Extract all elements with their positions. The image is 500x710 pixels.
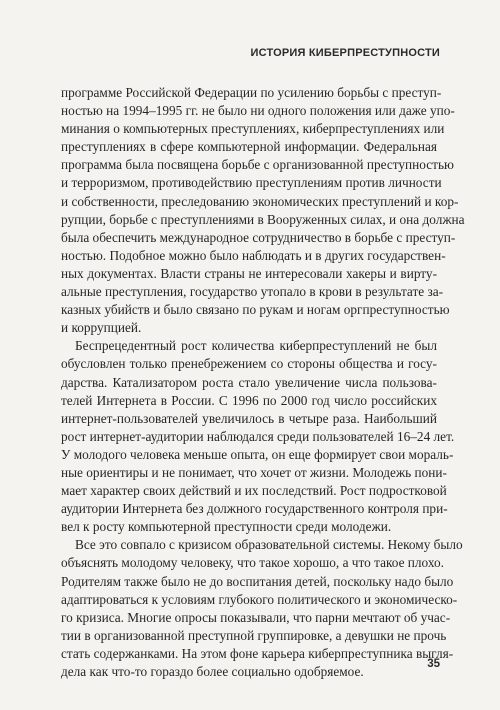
text-line: ностью на 1994–1995 гг. не было ни одного положения или даже упо- xyxy=(61,103,455,119)
text-line: вел к росту компьютерной преступности среди молодежи. xyxy=(61,519,392,535)
body-text xyxy=(61,84,465,681)
paragraph xyxy=(61,536,463,681)
text-line: объяснять молодому человеку, что такое хорошо, а что такое плохо. xyxy=(61,555,444,571)
text-line: и терроризмом, противодействию преступлениям против личности xyxy=(61,175,442,191)
text-line: минания о компьютерных преступлениях, киберпреступлениях или xyxy=(61,121,445,137)
text-line: адаптироваться к условиям глубокого политического и экономическо- xyxy=(61,591,458,607)
text-line: и собственности, преследованию экономических преступлений и кор- xyxy=(61,193,459,209)
text-line: ностью. Подобное можно было наблюдать и в других государствен- xyxy=(61,247,446,263)
text-line: была обеспечить международное сотрудничество в борьбе с преступ- xyxy=(61,229,456,245)
text-line: Родителям также было не до воспитания детей, поскольку надо было xyxy=(61,573,454,589)
text-line: преступлениях в сфере компьютерной информации. Федеральная xyxy=(61,139,437,155)
paragraph xyxy=(61,337,455,536)
text-line: телей Интернета в России. С 1996 по 2000 год число российских xyxy=(61,392,437,408)
text-line: го кризиса. Многие опросы показывали, что парни мечтают об учас- xyxy=(61,609,451,625)
text-line: аудитории Интернета без должного государственного контроля при- xyxy=(61,501,448,517)
text-line: казных убийств и было связано по рукам и ногам оргпреступностью xyxy=(61,302,450,318)
page-number: 35 xyxy=(427,658,440,670)
text-line: интернет-пользователей увеличилось в четыре раза. Наибольший xyxy=(61,410,437,426)
text-line: программа была посвящена борьбе с организованной преступностью xyxy=(61,157,454,173)
text-line: ные ориентиры и не понимает, что хочет от жизни. Молодежь пони- xyxy=(61,464,447,480)
text-line: рост интернет-аудитории наблюдался среди пользователей 16–24 лет. xyxy=(61,428,455,444)
text-line: программе Российской Федерации по усилению борьбы с преступ- xyxy=(61,85,442,100)
paragraph xyxy=(61,84,465,337)
running-head: ИСТОРИЯ КИБЕРПРЕСТУПНОСТИ xyxy=(250,47,440,59)
text-line: стать содержанками. На этом фоне карьера киберпреступника выгля- xyxy=(61,645,454,661)
text-line: дела как что-то гораздо более социально одобряемое. xyxy=(61,664,364,679)
text-line: мает характер своих действий и их последствий. Рост подростковой xyxy=(61,483,447,499)
text-line: рупции, борьбе с преступлениями в Вооруженных силах, и она должна xyxy=(61,211,465,227)
text-line: и коррупцией. xyxy=(61,320,142,336)
text-line: Все это совпало с кризисом образовательной системы. Некому было xyxy=(75,537,463,553)
text-line: У молодого человека меньше опыта, он еще формирует свои мораль- xyxy=(61,446,454,462)
text-line: обусловлен только пренебрежением со стороны общества и госу- xyxy=(61,356,437,372)
text-line: Беспрецедентный рост количества киберпреступлений не был xyxy=(75,338,437,354)
text-line: тии в организованной преступной группировке, а девушки не прочь xyxy=(61,627,447,643)
text-line: альные преступления, государство утопало в крови в результате за- xyxy=(61,284,444,300)
text-line: дарства. Катализатором роста стало увеличение числа пользова- xyxy=(61,374,437,390)
text-line: ных документах. Власти страны не интересовали хакеры и вирту- xyxy=(61,265,437,281)
